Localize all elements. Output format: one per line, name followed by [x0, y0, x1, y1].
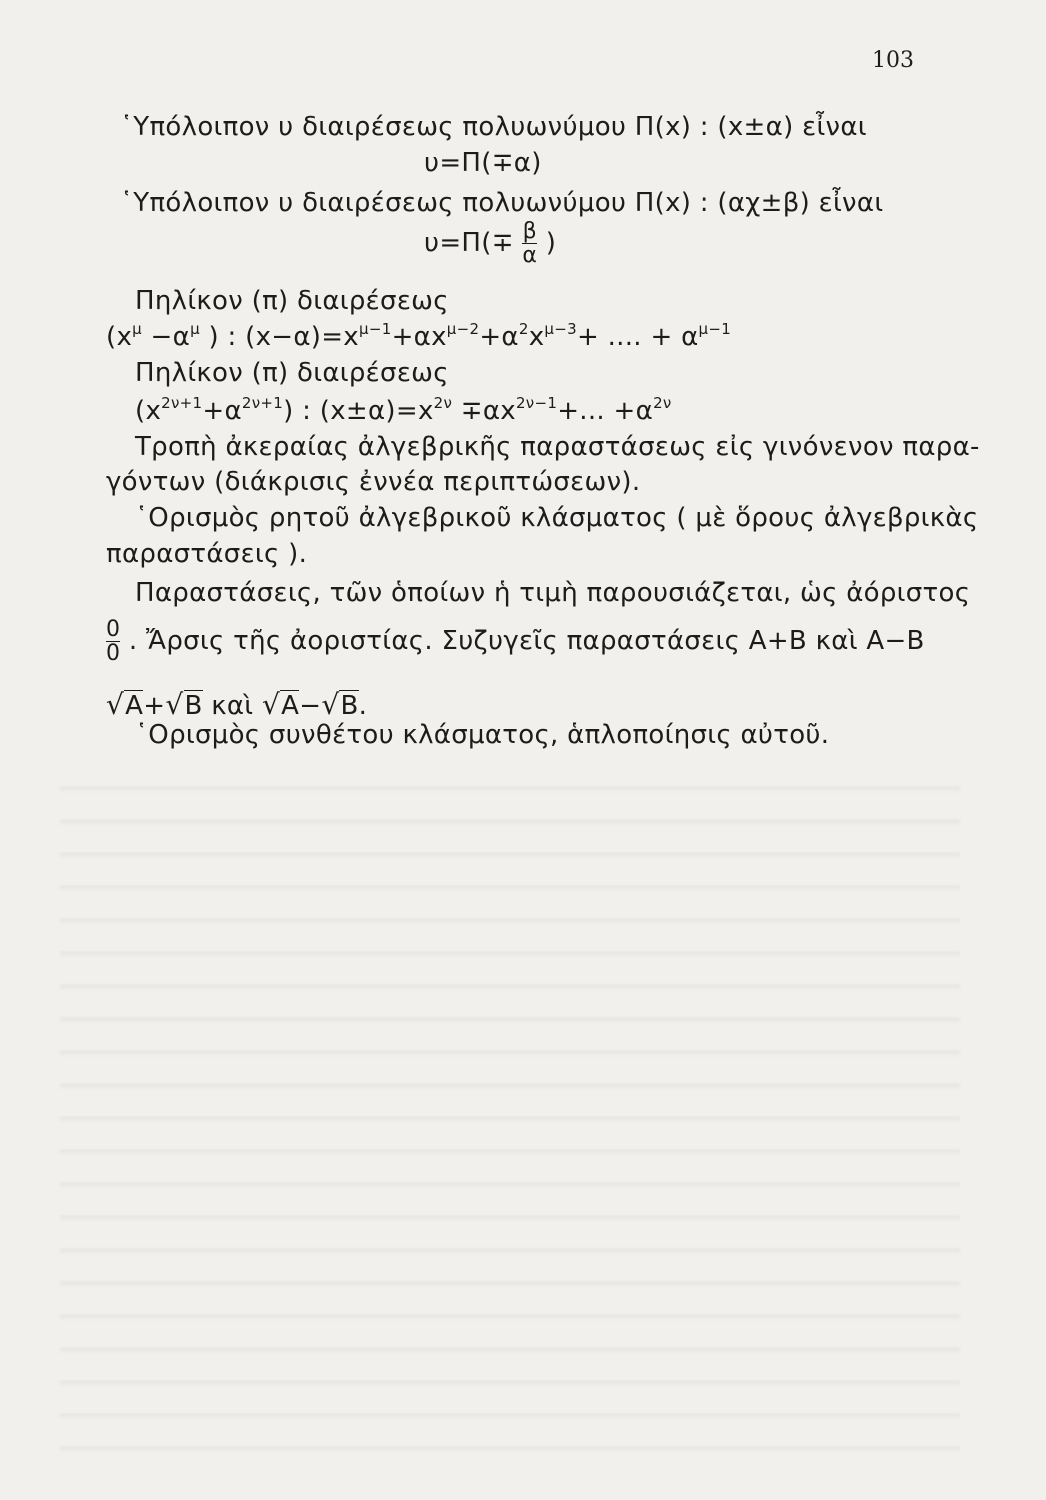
line-factorization: Τροπὴ ἀκεραίας ἀλγεβρικῆς παραστάσεως εἰς γινόνενον παρα-	[135, 432, 980, 462]
formula-suffix: )	[545, 228, 557, 259]
line-conjugate-radicals: √A+√B καὶ √A−√B.	[106, 688, 368, 721]
fraction-numerator: 0	[106, 617, 121, 642]
line-formula-remainder-1: υ=Π(∓α)	[424, 148, 542, 178]
word-kai: καὶ	[211, 691, 254, 721]
line-indeterminate: Παραστάσεις, τῶν ὁποίων ἡ τιμὴ παρουσιάζεται, ὡς ἀόριστος	[135, 578, 971, 608]
line-formula-quotient-1: ($x^\mu -\alpha^\mu$ ) : $(x-\alpha)=x^{\mu-1}+\alpha x^{\mu-2}+\alpha^2x^{\mu-3}+$ .... + $\alpha^{\mu-1}$	[106, 320, 732, 352]
formula-prefix: υ=Π(∓	[424, 228, 514, 259]
fraction-denominator: 0	[106, 641, 121, 667]
bleed-through-text	[60, 760, 960, 1460]
line-formula-quotient-2: $(x^{2\nu+1}+\alpha^{2\nu+1})$ : $(x\pm\alpha)=x^{2\nu} \mp\alpha x^{2\nu-1}+$... $+\alpha^{2\nu}$	[135, 394, 672, 426]
line-compound-fraction: ῾Ορισμὸς συνθέτου κλάσματος, ἁπλοποίησις αὐτοῦ.	[135, 720, 830, 750]
line-factorization-cont: γόντων (διάκρισις ἐννέα περιπτώσεων).	[106, 467, 641, 497]
indeterminate-text: . Ἄρσις τῆς ἀοριστίας. Συζυγεῖς παραστάσεις A+B καὶ A−B	[128, 626, 925, 657]
fraction-numerator: β	[522, 219, 537, 244]
line-quotient-1: Πηλίκον (π) διαιρέσεως	[135, 286, 449, 316]
line-quotient-2: Πηλίκον (π) διαιρέσεως	[135, 358, 449, 388]
line-remainder-2: ῾Υπόλοιπον υ διαιρέσεως πολυωνύμου Π(x) : (αχ±β) εἶναι	[120, 188, 884, 218]
radical-b: √B	[165, 688, 203, 721]
line-formula-remainder-2	[424, 220, 556, 267]
fraction-zero-zero	[106, 618, 120, 665]
radical-a: √A	[106, 688, 144, 721]
line-rational-fraction-cont: παραστάσεις ).	[106, 539, 308, 569]
line-indeterminate-form	[106, 618, 925, 665]
radical-b-2: √B	[321, 688, 359, 721]
fraction-denominator: α	[522, 243, 538, 269]
line-rational-fraction: ῾Ορισμὸς ρητοῦ ἀλγεβρικοῦ κλάσματος ( μὲ ὅρους ἀλγεβρικὰς	[135, 503, 979, 533]
line-remainder-1: ῾Υπόλοιπον υ διαιρέσεως πολυωνύμου Π(x) : (x±α) εἶναι	[120, 112, 867, 142]
radical-a-2: √A	[261, 688, 300, 721]
page-number: 103	[872, 48, 914, 73]
fraction-beta-alpha	[522, 220, 537, 267]
